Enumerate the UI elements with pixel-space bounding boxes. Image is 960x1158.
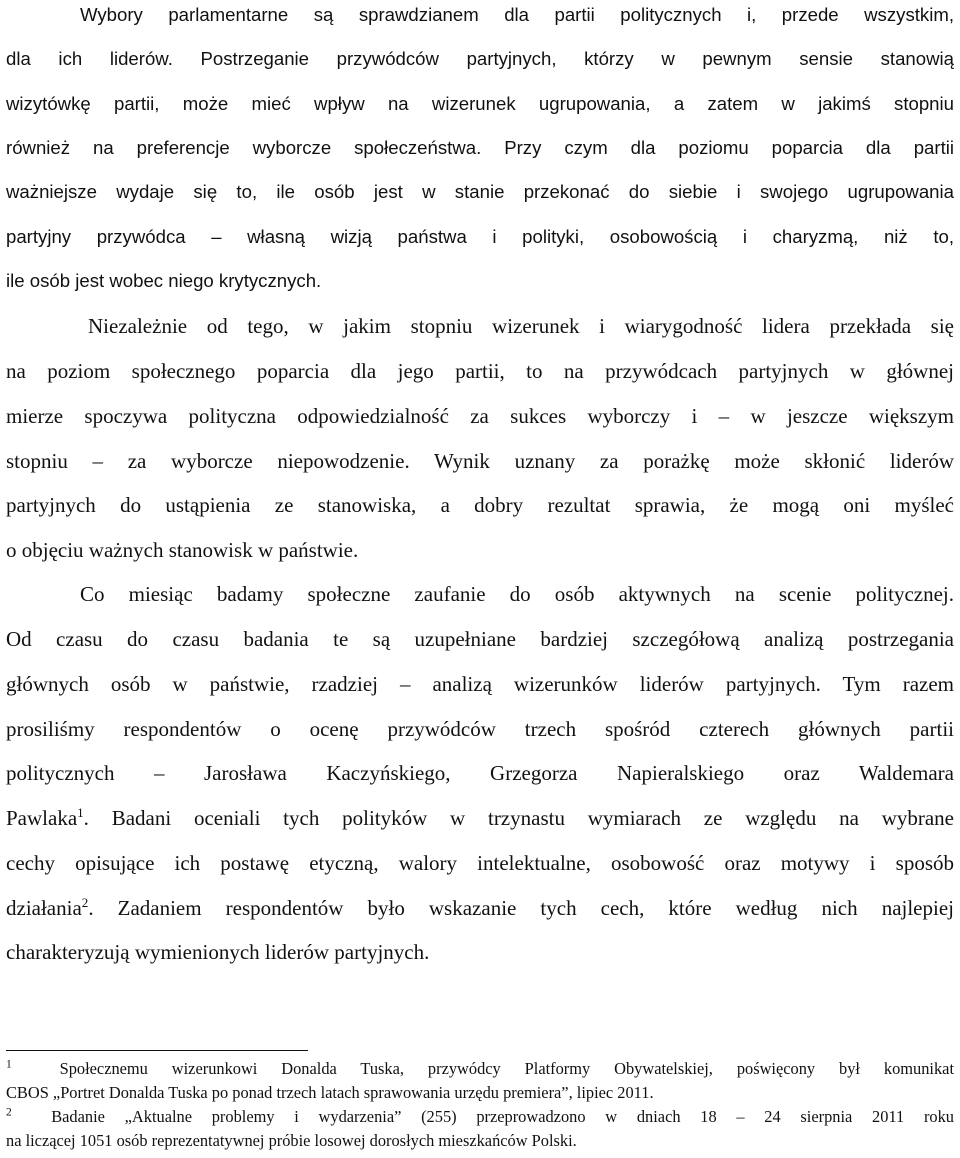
footnote-separator — [6, 1050, 308, 1051]
footnote-reference: 1 — [77, 805, 84, 820]
footnote-text: Badanie „Aktualne problemy i wydarzenia” (255) przeprowadzono w dniach 18 – 24 sierpnia 2011 roku — [51, 1107, 954, 1126]
paragraph-line: działania$^2$. Zadaniem respondentów było wskazanie tych cech, które według nich najlepiej — [6, 895, 954, 920]
paragraph-line: cechy opisujące ich postawę etyczną, walory intelektualne, osobowość oraz motywy i sposób — [6, 851, 954, 875]
paragraph-line: głównych osób w państwie, rzadziej – analizą wizerunków liderów partyjnych. Tym razem — [6, 672, 954, 696]
paragraph-line: mierze spoczywa polityczna odpowiedzialność za sukces wyborczy i – w jeszcze większym — [6, 404, 954, 428]
paragraph-line: dla ich liderów. Postrzeganie przywódców partyjnych, którzy w pewnym sensie stanowią — [6, 48, 954, 69]
paragraph-line: Od czasu do czasu badania te są uzupełniane bardziej szczegółową analizą postrzegania — [6, 627, 954, 651]
footnote-marker: 2 — [6, 1106, 12, 1119]
footnote-text: Społecznemu wizerunkowi Donalda Tuska, przywódcy Platformy Obywatelskiej, poświęcony był komunikat — [59, 1059, 954, 1078]
footnote-reference: 2 — [81, 895, 89, 910]
footnote-marker: 1 — [6, 1058, 12, 1071]
paragraph-line: ile osób jest wobec niego krytycznych. — [6, 270, 322, 291]
paragraph-line: partyjny przywódca – własną wizją państwa i polityki, osobowością i charyzmą, niż to, — [6, 226, 954, 247]
paragraph-line: Co miesiąc badamy społeczne zaufanie do osób aktywnych na scenie politycznej. — [80, 582, 954, 606]
footnote-line — [6, 1106, 954, 1128]
paragraph-line: Wybory parlamentarne są sprawdzianem dla partii politycznych i, przede wszystkim, — [80, 4, 954, 25]
paragraph-line: na poziom społecznego poparcia dla jego partii, to na przywódcach partyjnych w głównej — [6, 359, 954, 383]
paragraph-line: Niezależnie od tego, w jakim stopniu wizerunek i wiarygodność lidera przekłada się — [88, 314, 954, 338]
paragraph-line: stopniu – za wyborcze niepowodzenie. Wynik uznany za porażkę może skłonić liderów — [6, 449, 954, 473]
footnote-line: na liczącej 1051 osób reprezentatywnej próbie losowej dorosłych mieszkańców Polski. — [6, 1131, 577, 1150]
paragraph-line: ważniejsze wydaje się to, ile osób jest w stanie przekonać do siebie i swojego ugrupowania — [6, 181, 954, 202]
paragraph-line: partyjnych do ustąpienia ze stanowiska, a dobry rezultat sprawia, że mogą oni myśleć — [6, 493, 954, 517]
footnote-line: CBOS „Portret Donalda Tuska po ponad trzech latach sprawowania urzędu premiera”, lipiec 2011. — [6, 1083, 654, 1102]
paragraph-line: Pawlaka$^1$. Badani oceniali tych polityków w trzynastu wymiarach ze względu na wybrane — [6, 805, 954, 830]
paragraph-line: również na preferencje wyborcze społeczeństwa. Przy czym dla poziomu poparcia dla partii — [6, 137, 954, 158]
paragraph-line: charakteryzują wymienionych liderów partyjnych. — [6, 940, 430, 964]
paragraph-line: prosiliśmy respondentów o ocenę przywódców trzech spośród czterech głównych partii — [6, 717, 954, 741]
paragraph-line: wizytówkę partii, może mieć wpływ na wizerunek ugrupowania, a zatem w jakimś stopniu — [6, 93, 954, 114]
paragraph-line: politycznych – Jarosława Kaczyńskiego, Grzegorza Napieralskiego oraz Waldemara — [6, 761, 954, 785]
paragraph-line: o objęciu ważnych stanowisk w państwie. — [6, 538, 359, 562]
footnote-line — [6, 1058, 954, 1080]
